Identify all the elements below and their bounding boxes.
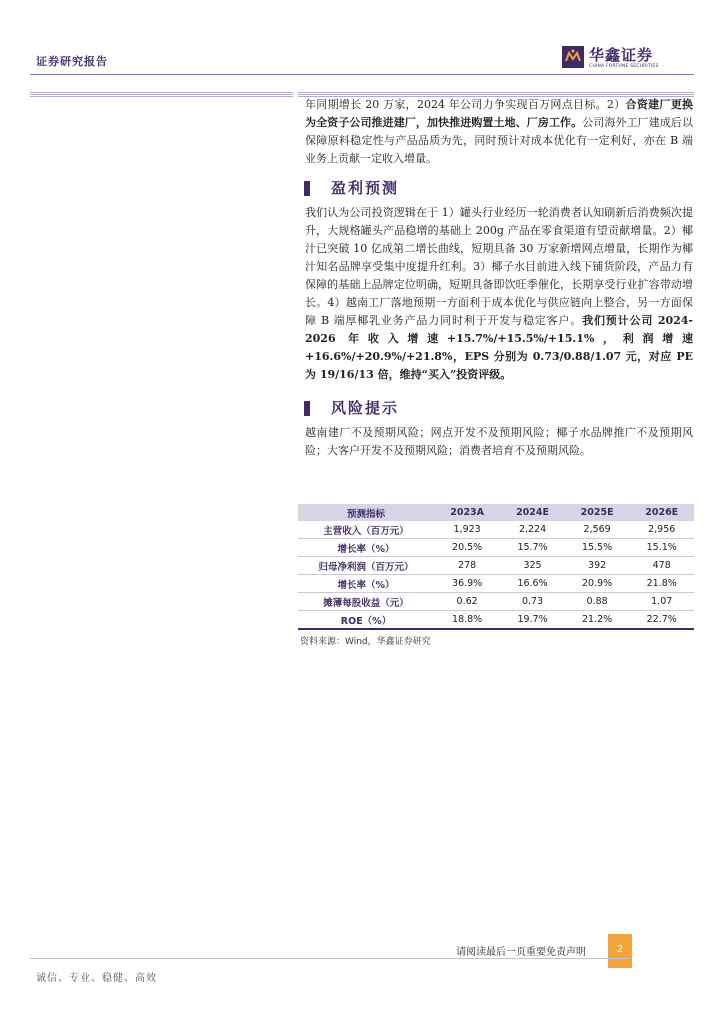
table-cell: 15.7% bbox=[500, 539, 565, 557]
report-type-title: 证券研究报告 bbox=[36, 55, 108, 68]
table-header-cell: 2023A bbox=[434, 504, 500, 521]
logo-mark-icon bbox=[562, 46, 584, 68]
table-cell: 0.62 bbox=[434, 593, 500, 611]
table-header-cell: 2024E bbox=[500, 504, 565, 521]
disclaimer-link[interactable]: 请阅读最后一页重要免责声明 bbox=[456, 947, 586, 958]
paragraph-text: 公司海外工厂建成后以保障原料稳定性与产品品质为先，同时预计对成本优化有一定利好，亦在 B 端业务上贡献一定收入增量。 bbox=[305, 116, 694, 165]
table-cell: 2,224 bbox=[500, 521, 565, 539]
row-label: 增长率（%） bbox=[298, 575, 434, 593]
heading-text: 盈利预测 bbox=[331, 179, 400, 197]
footer-motto: 诚信、专业、稳健、高效 bbox=[36, 973, 157, 984]
table-row bbox=[298, 557, 694, 575]
section-heading-risk bbox=[305, 396, 693, 420]
table-header-cell: 预测指标 bbox=[298, 504, 434, 521]
header-divider bbox=[30, 74, 694, 75]
row-label: ROE（%） bbox=[298, 611, 434, 630]
row-label: 归母净利润（百万元） bbox=[298, 557, 434, 575]
table-cell: 19.7% bbox=[500, 611, 565, 630]
row-label: 主营收入（百万元） bbox=[298, 521, 434, 539]
table-cell: 325 bbox=[500, 557, 565, 575]
table-cell: 16.6% bbox=[500, 575, 565, 593]
page-number-badge bbox=[608, 934, 632, 968]
brand-logo bbox=[562, 44, 658, 74]
table-cell: 15.5% bbox=[565, 539, 630, 557]
paragraph-bold-text: 我们预计公司 2024-2026 年收入增速+15.7%/+15.5%/+15.1%，利润增速+16.6%/+20.9%/+21.8%，EPS 分别为 0.73/0.88/1.07 元，对应 PE 为 19/16/13 倍，维持“买入”投资评级。 bbox=[305, 314, 694, 381]
table-cell: 0.73 bbox=[500, 593, 565, 611]
page-number: 2 bbox=[616, 944, 624, 955]
left-column-rule bbox=[30, 92, 293, 98]
paragraph-bold-text: 合资建厂更换为全资子公司推进建厂，加快推进购置土地、厂房工作。 bbox=[305, 98, 694, 129]
heading-marker bbox=[304, 181, 310, 196]
heading-text: 风险提示 bbox=[331, 399, 400, 417]
paragraph-risk: 越南建厂不及预期风险；网点开发不及预期风险；椰子水品牌推广不及预期风险；大客户开发不及预期风险；消费者培育不及预期风险。 bbox=[305, 426, 693, 457]
logo-text-en: CHINA FORTUNE SECURITIES bbox=[589, 64, 659, 69]
logo-text-cn: 华鑫证券 bbox=[589, 46, 654, 64]
table-cell: 2,569 bbox=[565, 521, 630, 539]
table-cell: 278 bbox=[434, 557, 500, 575]
table-cell: 21.2% bbox=[565, 611, 630, 630]
main-content bbox=[305, 96, 693, 460]
table-cell: 1.07 bbox=[629, 593, 694, 611]
table-header-row bbox=[298, 504, 694, 521]
row-label: 摊薄每股收益（元） bbox=[298, 593, 434, 611]
table-cell: 0.88 bbox=[565, 593, 630, 611]
table-cell: 2,956 bbox=[629, 521, 694, 539]
paragraph-text: 年同期增长 20 万家，2024 年公司力争实现百万网点目标。2） bbox=[305, 98, 626, 111]
table-row bbox=[298, 539, 694, 557]
table-cell: 36.9% bbox=[434, 575, 500, 593]
table-row bbox=[298, 611, 694, 630]
table-row bbox=[298, 575, 694, 593]
table-cell: 15.1% bbox=[629, 539, 694, 557]
table-cell: 22.7% bbox=[629, 611, 694, 630]
row-label: 增长率（%） bbox=[298, 539, 434, 557]
paragraph-text: 我们认为公司投资逻辑在于 1）罐头行业经历一轮消费者认知刷新后消费频次提升，大规格罐头产品稳增的基础上 200g 产品在零食渠道有望贡献增量。2）椰汁已突破 10 亿成第二增长曲线，短期具备 30 万家新增网点增量，长期作为椰汁知名品牌享受集中度提升红利。3）椰子水目前进入线下铺货阶段，产品力有保障的基础上品牌定位明确，短期具备即饮旺季催化，长期享受行业扩容带动增长。4）越南工厂落地预期一方面利于成本优化与供应链向上整合，另一方面保障 B 端厚椰乳业务产品力同时利于开发与稳定客户。 bbox=[305, 206, 693, 327]
table-cell: 18.8% bbox=[434, 611, 500, 630]
paragraph-business bbox=[305, 96, 693, 168]
paragraph-forecast bbox=[305, 204, 693, 384]
forecast-table bbox=[298, 504, 694, 630]
heading-marker bbox=[304, 401, 310, 416]
table-header-cell: 2025E bbox=[565, 504, 630, 521]
table-cell: 392 bbox=[565, 557, 630, 575]
table-header-cell: 2026E bbox=[629, 504, 694, 521]
table-cell: 20.5% bbox=[434, 539, 500, 557]
table-row bbox=[298, 593, 694, 611]
footer-divider bbox=[30, 958, 630, 959]
table-cell: 1,923 bbox=[434, 521, 500, 539]
section-heading-forecast bbox=[305, 176, 693, 200]
table-cell: 478 bbox=[629, 557, 694, 575]
table-cell: 21.8% bbox=[629, 575, 694, 593]
table-cell: 20.9% bbox=[565, 575, 630, 593]
table-source-note: 资料来源：Wind，华鑫证券研究 bbox=[300, 637, 431, 647]
table-row bbox=[298, 521, 694, 539]
